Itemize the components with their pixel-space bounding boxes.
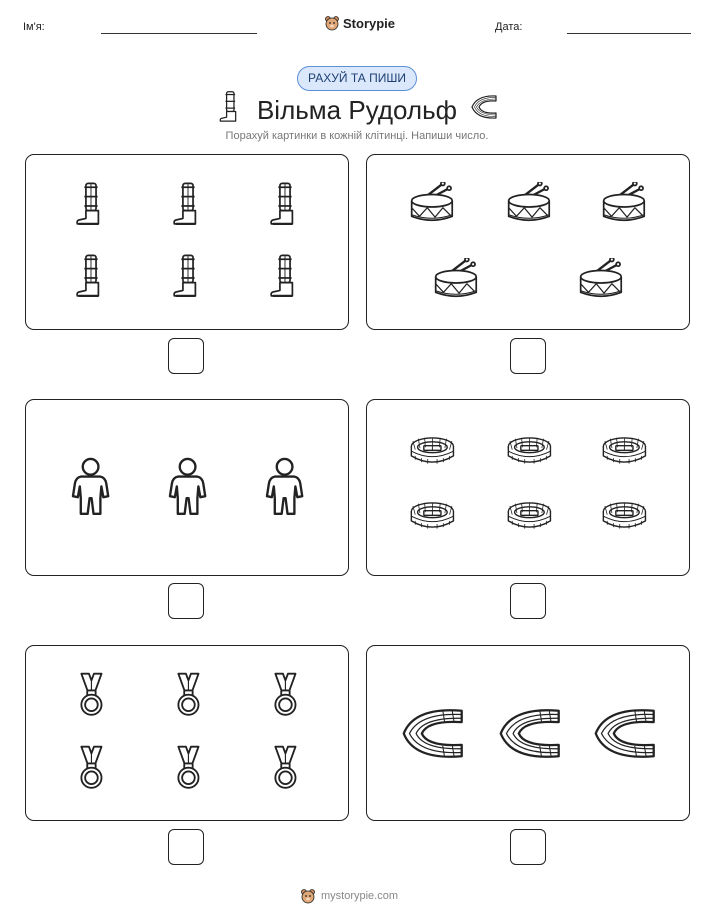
stadium-icon xyxy=(409,434,456,468)
running-track-icon xyxy=(496,705,563,762)
activity-badge: РАХУЙ ТА ПИШИ xyxy=(297,66,417,91)
drum-icon xyxy=(431,258,481,302)
running-track-icon xyxy=(591,705,658,762)
storypie-bear-icon xyxy=(300,888,316,904)
date-label: Дата: xyxy=(495,21,523,33)
instructions: Порахуй картинки в кожній клітинці. Напиши число. xyxy=(225,130,489,142)
running-track-icon xyxy=(399,705,466,762)
brand-name: Storypie xyxy=(343,15,396,31)
person-icon xyxy=(265,457,304,518)
stadium-icon xyxy=(506,434,553,468)
medal-icon xyxy=(272,745,299,790)
drum-icon xyxy=(407,182,457,226)
drum-icon xyxy=(576,258,626,302)
leg-brace-icon xyxy=(172,253,203,300)
footer-url: mystorypie.com xyxy=(321,890,399,902)
leg-brace-icon xyxy=(75,253,106,300)
leg-brace-icon xyxy=(172,181,203,228)
stadium-icon xyxy=(506,499,553,533)
drum-icon xyxy=(504,182,554,226)
medal-icon xyxy=(272,672,299,717)
medal-icon xyxy=(78,672,105,717)
medal-icon xyxy=(175,672,202,717)
leg-brace-icon xyxy=(75,181,106,228)
stadium-icon xyxy=(409,499,456,533)
stadium-icon xyxy=(601,434,648,468)
medal-icon xyxy=(78,745,105,790)
stadium-icon xyxy=(601,499,648,533)
person-icon xyxy=(71,457,110,518)
name-label: Ім'я: xyxy=(23,21,45,33)
drum-icon xyxy=(599,182,649,226)
footer xyxy=(300,886,398,906)
leg-brace-icon xyxy=(269,181,300,228)
page-title: Вільма Рудольф xyxy=(256,95,458,125)
leg-brace-icon xyxy=(269,253,300,300)
person-icon xyxy=(168,457,207,518)
medal-icon xyxy=(175,745,202,790)
